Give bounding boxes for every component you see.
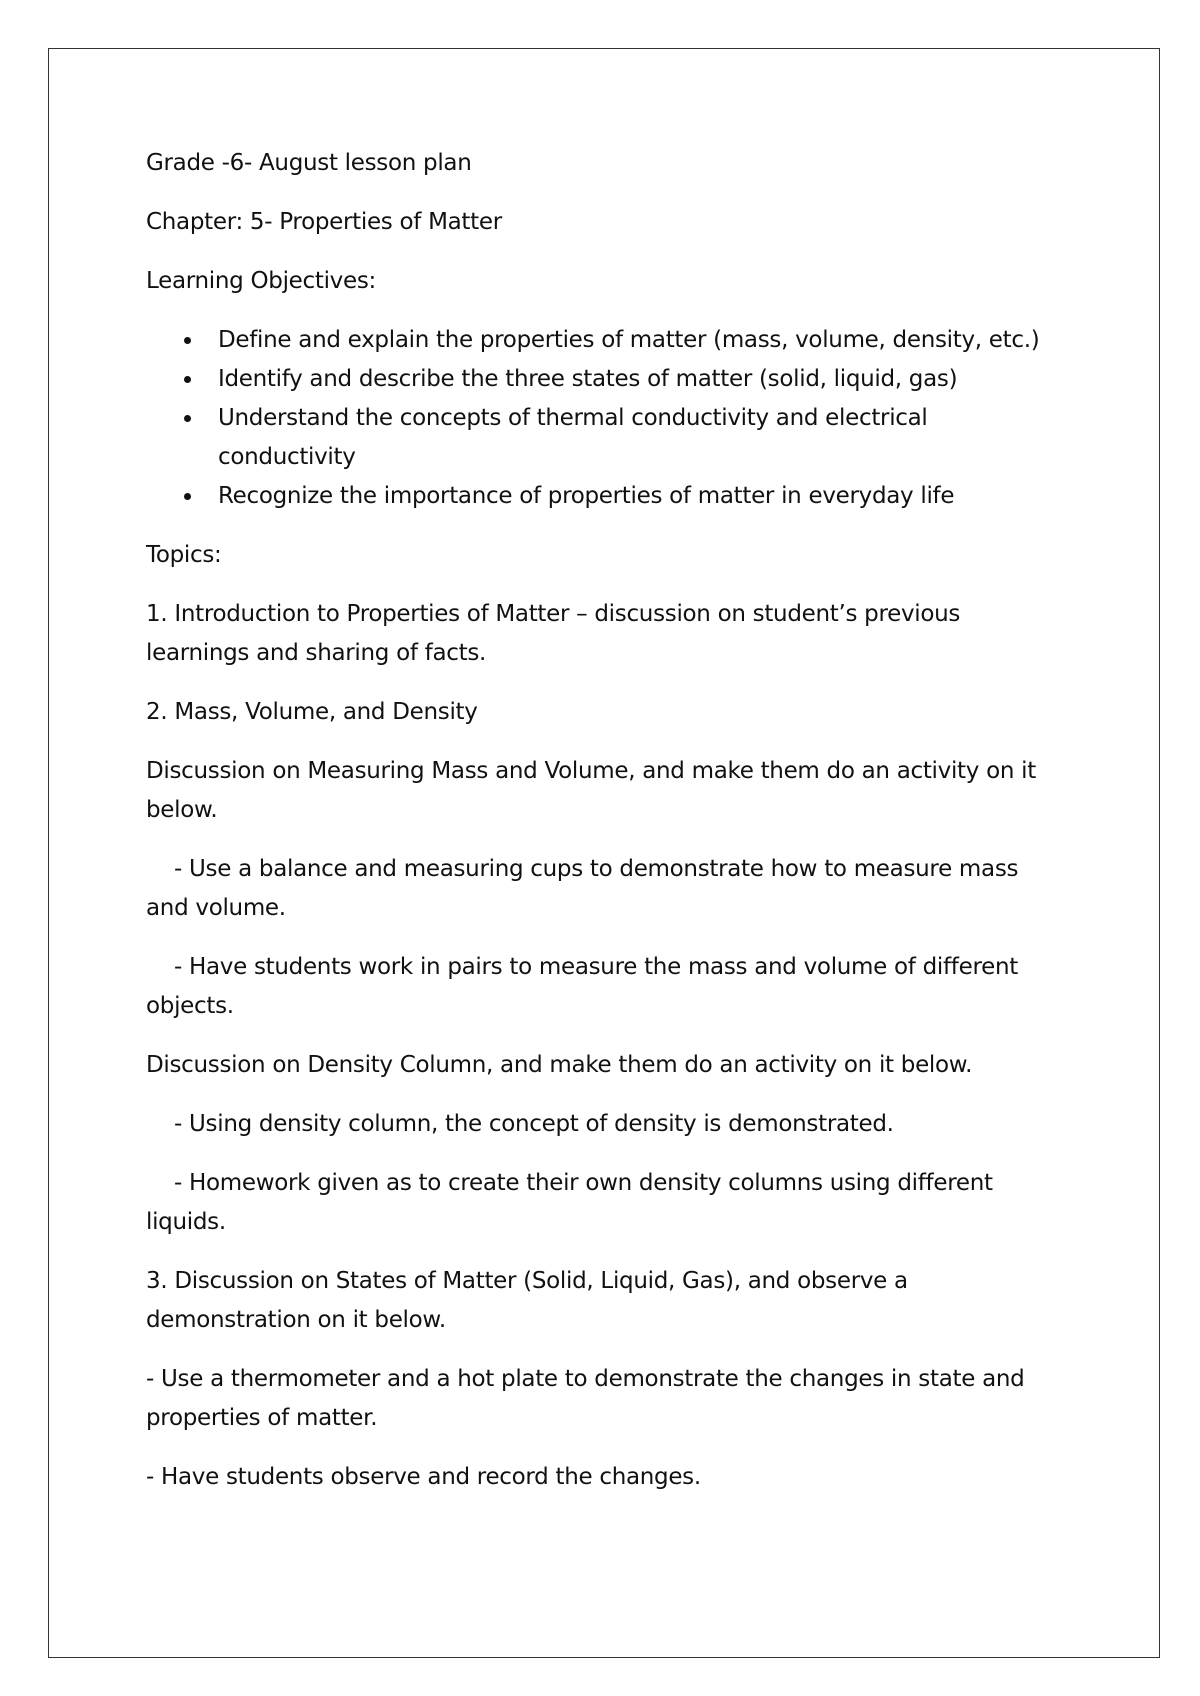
bullet-icon (184, 415, 191, 422)
objective-text: Identify and describe the three states of matter (solid, liquid, gas) (218, 366, 958, 392)
mass-volume-activity-text: - Have students work in pairs to measure the mass and volume of different objects. (146, 954, 1018, 1019)
density-activity-text: - Using density column, the concept of density is demonstrated. (174, 1111, 894, 1137)
lesson-plan-body (146, 144, 1066, 1517)
objective-text: Understand the concepts of thermal conductivity and electrical conductivity (218, 405, 928, 470)
density-activity-text: - Homework given as to create their own density columns using different liquids. (146, 1170, 993, 1235)
topic-3: 3. Discussion on States of Matter (Solid, Liquid, Gas), and observe a demonstration on it below. (146, 1268, 908, 1333)
density-activity (146, 1164, 1066, 1242)
mass-volume-activity (146, 850, 1066, 928)
objective-item (146, 399, 1066, 477)
objective-text: Define and explain the properties of matter (mass, volume, density, etc.) (218, 327, 1040, 353)
bullet-icon (184, 493, 191, 500)
density-activity (146, 1105, 1066, 1144)
density-discussion: Discussion on Density Column, and make them do an activity on it below. (146, 1052, 973, 1078)
topics-heading: Topics: (146, 542, 222, 568)
states-activity: - Have students observe and record the changes. (146, 1464, 701, 1490)
states-activity: - Use a thermometer and a hot plate to demonstrate the changes in state and properties of matter. (146, 1366, 1025, 1431)
mass-volume-discussion: Discussion on Measuring Mass and Volume, and make them do an activity on it below. (146, 758, 1036, 823)
chapter-line: Chapter: 5- Properties of Matter (146, 209, 502, 235)
topic-2: 2. Mass, Volume, and Density (146, 699, 478, 725)
document-title: Grade -6- August lesson plan (146, 150, 472, 176)
objective-text: Recognize the importance of properties of matter in everyday life (218, 483, 955, 509)
mass-volume-activity-text: - Use a balance and measuring cups to demonstrate how to measure mass and volume. (146, 856, 1019, 921)
objective-item (146, 360, 1066, 399)
objectives-heading: Learning Objectives: (146, 268, 376, 294)
bullet-icon (184, 376, 191, 383)
bullet-icon (184, 337, 191, 344)
mass-volume-activity (146, 948, 1066, 1026)
objectives-list (146, 321, 1066, 516)
objective-item (146, 477, 1066, 516)
objective-item (146, 321, 1066, 360)
topic-1: 1. Introduction to Properties of Matter – discussion on student’s previous learnings and sharing of facts. (146, 601, 961, 666)
